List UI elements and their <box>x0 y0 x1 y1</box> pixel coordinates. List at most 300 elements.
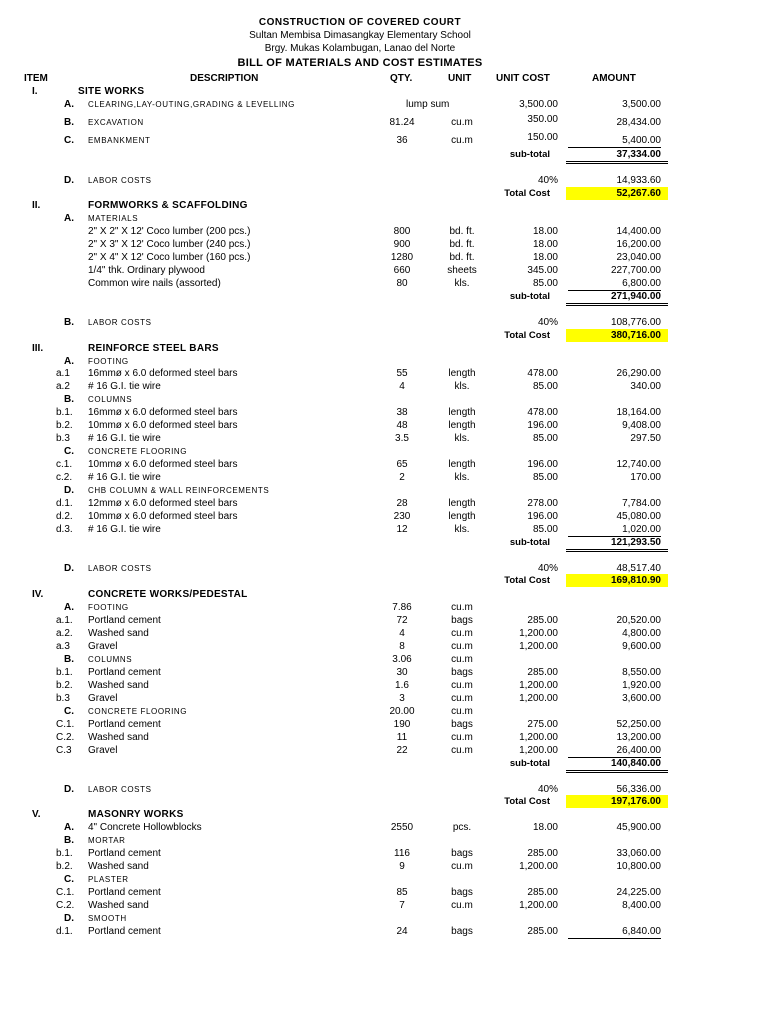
item-amount: 297.50 <box>630 433 661 444</box>
total-value: 197,176.00 <box>566 795 668 808</box>
item-amount: 48,517.40 <box>568 562 661 576</box>
item-unit-cost: 1,200.00 <box>519 680 558 691</box>
item-description: CONCRETE FLOORING <box>88 447 188 456</box>
item-unit-cost: 85.00 <box>532 472 558 483</box>
item-id: a.2. <box>56 628 73 639</box>
item-amount: 9,408.00 <box>622 420 661 431</box>
total-label: Total Cost <box>504 188 550 199</box>
total-label: Total Cost <box>504 330 550 341</box>
item-unit: bags <box>451 615 473 626</box>
item-description: PLASTER <box>88 875 129 884</box>
item-amount: 3,600.00 <box>622 693 661 704</box>
table-row <box>0 873 768 886</box>
item-unit-cost: 196.00 <box>527 511 558 522</box>
item-unit: cu.m <box>451 628 473 639</box>
table-row <box>0 406 768 419</box>
school-name: Sultan Membisa Dimasangkay Elementary School <box>249 30 471 41</box>
item-description: LABOR COSTS <box>88 318 152 327</box>
item-amount: 108,776.00 <box>568 316 661 330</box>
item-description: # 16 G.I. tie wire <box>88 524 161 535</box>
column-header-qty: QTY. <box>390 73 413 84</box>
item-id: b.3 <box>56 433 70 444</box>
item-qty: 85 <box>396 887 408 898</box>
item-description: 16mmø x 6.0 deformed steel bars <box>88 407 238 418</box>
subtotal-value: 271,940.00 <box>566 290 668 306</box>
subtotal-row <box>0 290 768 303</box>
subtotal-row <box>0 148 768 161</box>
table-row <box>0 925 768 938</box>
item-id: d.2. <box>56 511 73 522</box>
section-number: IV. <box>32 589 44 600</box>
labor-row <box>0 316 768 329</box>
item-amount: 340.00 <box>630 381 661 392</box>
table-row <box>0 821 768 834</box>
item-qty: 7.86 <box>392 602 412 613</box>
item-id: a.3 <box>56 641 70 652</box>
item-unit: sheets <box>447 265 477 276</box>
item-amount: 5,400.00 <box>568 134 661 148</box>
item-qty: 116 <box>394 848 410 859</box>
item-unit: bags <box>451 667 473 678</box>
item-unit-cost: 85.00 <box>532 524 558 535</box>
table-row <box>0 718 768 731</box>
total-row <box>0 574 768 587</box>
item-description: Washed sand <box>88 732 149 743</box>
item-id: A. <box>64 602 74 613</box>
item-id: d.3. <box>56 524 73 535</box>
item-qty: 9 <box>399 861 405 872</box>
item-id: b.2. <box>56 680 73 691</box>
item-id: A. <box>64 356 74 367</box>
subtotal-row <box>0 536 768 549</box>
item-description: Gravel <box>88 641 118 652</box>
item-id: C.2. <box>56 900 75 911</box>
item-amount: 1,920.00 <box>622 680 661 691</box>
item-id: C.1. <box>56 887 75 898</box>
labor-row <box>0 174 768 187</box>
item-description: Portland cement <box>88 848 161 859</box>
section-title: FORMWORKS & SCAFFOLDING <box>88 200 248 211</box>
item-amount: 52,250.00 <box>616 719 661 730</box>
item-amount: 14,933.60 <box>568 174 661 188</box>
item-amount: 20,520.00 <box>616 615 661 626</box>
item-unit: bags <box>451 887 473 898</box>
school-address: Brgy. Mukas Kolambugan, Lanao del Norte <box>264 43 456 54</box>
item-amount: 26,290.00 <box>616 368 661 379</box>
item-unit-cost: 196.00 <box>527 420 558 431</box>
table-row <box>0 510 768 523</box>
item-description: LABOR COSTS <box>88 176 152 185</box>
item-qty: 2550 <box>390 822 414 833</box>
item-id: a.1. <box>56 615 73 626</box>
item-amount: 26,400.00 <box>568 744 661 758</box>
total-row <box>0 795 768 808</box>
item-unit: length <box>448 511 476 522</box>
item-qty: 2 <box>399 472 405 483</box>
subtotal-row <box>0 757 768 770</box>
item-description: Portland cement <box>88 887 161 898</box>
item-qty: 80 <box>396 278 408 289</box>
table-row <box>0 899 768 912</box>
item-unit-cost: 150.00 <box>527 132 558 143</box>
item-unit-cost: 85.00 <box>532 278 558 289</box>
item-qty: 7 <box>399 900 405 911</box>
table-row <box>0 251 768 264</box>
item-id: b.1. <box>56 848 73 859</box>
column-header-description: DESCRIPTION <box>190 73 259 84</box>
item-unit: bd. ft. <box>449 226 475 237</box>
item-description: Washed sand <box>88 861 149 872</box>
item-unit: bags <box>451 719 473 730</box>
item-id: D. <box>64 485 74 496</box>
item-qty: 900 <box>393 239 411 250</box>
table-row <box>0 264 768 277</box>
table-row <box>0 367 768 380</box>
item-id: B. <box>64 654 74 665</box>
item-id: b.2. <box>56 420 73 431</box>
table-row <box>0 834 768 847</box>
item-unit-cost: 285.00 <box>527 848 558 859</box>
labor-percent: 40% <box>537 175 558 186</box>
item-amount: 170.00 <box>630 472 661 483</box>
table-row <box>0 653 768 666</box>
item-qty: 36 <box>396 135 408 146</box>
subtotal-label: sub-total <box>509 291 550 302</box>
item-id: a.2 <box>56 381 70 392</box>
item-qty: 65 <box>396 459 408 470</box>
section-header <box>0 342 768 355</box>
item-id: C.3 <box>56 745 72 756</box>
table-row <box>0 458 768 471</box>
item-description: Portland cement <box>88 926 161 937</box>
item-description: Gravel <box>88 693 118 704</box>
item-amount: 13,200.00 <box>616 732 661 743</box>
item-unit: bags <box>451 848 473 859</box>
table-row <box>0 238 768 251</box>
item-unit-cost: 18.00 <box>532 226 558 237</box>
item-description: 2" X 3" X 12' Coco lumber (240 pcs.) <box>88 239 251 250</box>
total-value: 52,267.60 <box>566 187 668 200</box>
item-description: Washed sand <box>88 680 149 691</box>
item-amount: 28,434.00 <box>616 117 661 128</box>
item-id: C.2. <box>56 732 75 743</box>
table-row <box>0 134 768 147</box>
item-description: EXCAVATION <box>88 118 144 127</box>
item-qty: 4 <box>399 628 405 639</box>
item-qty: 81.24 <box>389 117 415 128</box>
section-number: I. <box>32 86 38 97</box>
item-id: d.1. <box>56 926 73 937</box>
table-row <box>0 640 768 653</box>
table-row <box>0 666 768 679</box>
item-qty: 48 <box>396 420 408 431</box>
item-description: 10mmø x 6.0 deformed steel bars <box>88 420 238 431</box>
subtotal-label: sub-total <box>509 149 550 160</box>
section-title: CONCRETE WORKS/PEDESTAL <box>88 589 248 600</box>
item-id: b.1. <box>56 667 73 678</box>
item-amount: 12,740.00 <box>616 459 661 470</box>
item-unit-cost: 478.00 <box>527 368 558 379</box>
table-row <box>0 497 768 510</box>
item-id: A. <box>64 213 74 224</box>
item-unit: cu.m <box>451 693 473 704</box>
item-unit: length <box>448 368 476 379</box>
item-qty: 3.06 <box>392 654 412 665</box>
item-description: MORTAR <box>88 836 126 845</box>
item-id: B. <box>64 117 74 128</box>
item-id: C.1. <box>56 719 75 730</box>
item-unit: cu.m <box>451 745 473 756</box>
item-qty: 190 <box>393 719 411 730</box>
item-unit-cost: 85.00 <box>532 381 558 392</box>
section-header <box>0 808 768 821</box>
item-description: LABOR COSTS <box>88 564 152 573</box>
item-unit: kls. <box>454 278 470 289</box>
item-unit: cu.m <box>451 641 473 652</box>
item-unit-cost: 1,200.00 <box>519 693 558 704</box>
table-row <box>0 847 768 860</box>
item-amount: 18,164.00 <box>616 407 661 418</box>
item-unit-cost: 18.00 <box>532 822 558 833</box>
item-description: CLEARING,LAY-OUTING,GRADING & LEVELLING <box>88 100 296 109</box>
document-title: CONSTRUCTION OF COVERED COURT <box>258 17 462 28</box>
labor-percent: 40% <box>537 784 558 795</box>
item-unit-cost: 196.00 <box>527 459 558 470</box>
item-unit: length <box>448 407 476 418</box>
item-unit: kls. <box>454 524 470 535</box>
item-unit-cost: 275.00 <box>527 719 558 730</box>
item-description: # 16 G.I. tie wire <box>88 433 161 444</box>
item-id: B. <box>64 394 74 405</box>
table-row <box>0 98 768 111</box>
section-number: II. <box>32 200 41 211</box>
item-qty: 12 <box>396 524 408 535</box>
item-unit-cost: 278.00 <box>527 498 558 509</box>
item-amount: 6,840.00 <box>568 925 661 939</box>
table-row <box>0 116 768 129</box>
item-id: D. <box>64 563 74 574</box>
table-row <box>0 277 768 290</box>
item-qty: 20.00 <box>389 706 415 717</box>
item-amount: 227,700.00 <box>610 265 661 276</box>
item-id: c.2. <box>56 472 73 483</box>
item-qty: 1280 <box>390 252 414 263</box>
item-amount: 10,800.00 <box>616 861 661 872</box>
table-row <box>0 225 768 238</box>
item-description: SMOOTH <box>88 914 127 923</box>
section-header <box>0 199 768 212</box>
section-title: REINFORCE STEEL BARS <box>88 343 219 354</box>
item-description: LABOR COSTS <box>88 785 152 794</box>
total-value: 169,810.90 <box>566 574 668 587</box>
item-id: b.2. <box>56 861 73 872</box>
document-subtitle: BILL OF MATERIALS AND COST ESTIMATES <box>237 57 483 69</box>
table-row <box>0 912 768 925</box>
item-qty: 1.6 <box>395 680 409 691</box>
item-amount: 33,060.00 <box>616 848 661 859</box>
item-description: FOOTING <box>88 603 129 612</box>
item-unit: bags <box>451 926 473 937</box>
total-value: 380,716.00 <box>566 329 668 342</box>
item-description: CHB COLUMN & WALL REINFORCEMENTS <box>88 486 270 495</box>
item-qty: 3.5 <box>395 433 409 444</box>
item-description: 12mmø x 6.0 deformed steel bars <box>88 498 238 509</box>
item-unit: lump sum <box>406 99 450 110</box>
item-description: Portland cement <box>88 667 161 678</box>
table-row <box>0 471 768 484</box>
item-description: # 16 G.I. tie wire <box>88 472 161 483</box>
item-qty: 4 <box>399 381 405 392</box>
item-qty: 72 <box>396 615 408 626</box>
item-id: B. <box>64 835 74 846</box>
item-unit: length <box>448 420 476 431</box>
item-unit-cost: 285.00 <box>527 926 558 937</box>
item-description: 10mmø x 6.0 deformed steel bars <box>88 459 238 470</box>
table-row <box>0 601 768 614</box>
item-qty: 3 <box>399 693 405 704</box>
item-id: b.1. <box>56 407 73 418</box>
labor-percent: 40% <box>537 563 558 574</box>
item-unit: cu.m <box>451 900 473 911</box>
column-header-row <box>0 72 768 85</box>
item-unit: kls. <box>454 381 470 392</box>
item-qty: 8 <box>399 641 405 652</box>
item-unit: cu.m <box>451 706 473 717</box>
total-label: Total Cost <box>504 575 550 586</box>
table-row <box>0 731 768 744</box>
item-description: Common wire nails (assorted) <box>88 278 221 289</box>
column-header-amount: AMOUNT <box>592 73 636 84</box>
table-row <box>0 860 768 873</box>
item-description: # 16 G.I. tie wire <box>88 381 161 392</box>
item-amount: 45,080.00 <box>616 511 661 522</box>
item-amount: 1,020.00 <box>568 523 661 537</box>
table-row <box>0 692 768 705</box>
item-unit-cost: 3,500.00 <box>519 99 558 110</box>
item-id: b.3 <box>56 693 70 704</box>
item-qty: 55 <box>396 368 408 379</box>
item-unit: cu.m <box>451 135 473 146</box>
item-id: D. <box>64 913 74 924</box>
item-id: A. <box>64 822 74 833</box>
item-unit-cost: 1,200.00 <box>519 641 558 652</box>
labor-percent: 40% <box>537 317 558 328</box>
item-description: Washed sand <box>88 900 149 911</box>
item-unit: length <box>448 459 476 470</box>
item-description: 2" X 2" X 12' Coco lumber (200 pcs.) <box>88 226 251 237</box>
item-id: C. <box>64 706 74 717</box>
item-description: EMBANKMENT <box>88 136 151 145</box>
item-unit-cost: 18.00 <box>532 239 558 250</box>
item-unit: kls. <box>454 433 470 444</box>
item-unit-cost: 1,200.00 <box>519 745 558 756</box>
item-amount: 23,040.00 <box>616 252 661 263</box>
item-unit: pcs. <box>452 822 472 833</box>
item-description: 16mmø x 6.0 deformed steel bars <box>88 368 238 379</box>
table-row <box>0 484 768 497</box>
item-amount: 14,400.00 <box>616 226 661 237</box>
section-header <box>0 85 768 98</box>
item-unit: cu.m <box>451 117 473 128</box>
item-description: COLUMNS <box>88 395 133 404</box>
column-header-item: ITEM <box>24 73 48 84</box>
item-id: B. <box>64 317 74 328</box>
item-id: c.1. <box>56 459 73 470</box>
item-description: Portland cement <box>88 719 161 730</box>
item-unit-cost: 1,200.00 <box>519 732 558 743</box>
item-unit-cost: 350.00 <box>527 114 558 125</box>
item-qty: 28 <box>396 498 408 509</box>
item-unit: cu.m <box>451 602 473 613</box>
item-qty: 22 <box>396 745 408 756</box>
item-qty: 24 <box>396 926 408 937</box>
table-row <box>0 705 768 718</box>
item-unit: bd. ft. <box>449 252 475 263</box>
item-description: MATERIALS <box>88 214 139 223</box>
section-title: MASONRY WORKS <box>88 809 184 820</box>
item-amount: 7,784.00 <box>622 498 661 509</box>
item-description: CONCRETE FLOORING <box>88 707 188 716</box>
item-qty: 11 <box>396 732 408 743</box>
table-row <box>0 886 768 899</box>
table-row <box>0 212 768 225</box>
item-unit: bd. ft. <box>449 239 475 250</box>
item-unit-cost: 1,200.00 <box>519 861 558 872</box>
item-amount: 24,225.00 <box>616 887 661 898</box>
item-unit: cu.m <box>451 732 473 743</box>
item-amount: 6,800.00 <box>568 277 661 291</box>
item-amount: 3,500.00 <box>622 99 661 110</box>
item-unit: cu.m <box>451 680 473 691</box>
item-id: A. <box>64 99 74 110</box>
item-unit-cost: 345.00 <box>527 265 558 276</box>
table-row <box>0 679 768 692</box>
item-description: 10mmø x 6.0 deformed steel bars <box>88 511 238 522</box>
item-unit-cost: 85.00 <box>532 433 558 444</box>
table-row <box>0 432 768 445</box>
item-id: C. <box>64 874 74 885</box>
section-header <box>0 588 768 601</box>
item-qty: 30 <box>396 667 408 678</box>
item-amount: 8,400.00 <box>622 900 661 911</box>
table-row <box>0 627 768 640</box>
subtotal-value: 121,293.50 <box>566 536 668 552</box>
item-id: C. <box>64 135 74 146</box>
item-unit: kls. <box>454 472 470 483</box>
section-number: III. <box>32 343 44 354</box>
item-id: d.1. <box>56 498 73 509</box>
total-row <box>0 329 768 342</box>
item-unit-cost: 18.00 <box>532 252 558 263</box>
item-description: 2" X 4" X 12' Coco lumber (160 pcs.) <box>88 252 251 263</box>
item-description: COLUMNS <box>88 655 133 664</box>
item-id: D. <box>64 784 74 795</box>
item-unit: cu.m <box>451 654 473 665</box>
item-amount: 8,550.00 <box>622 667 661 678</box>
table-row <box>0 393 768 406</box>
item-amount: 4,800.00 <box>622 628 661 639</box>
table-row <box>0 523 768 536</box>
subtotal-value: 37,334.00 <box>566 148 668 164</box>
item-qty: 660 <box>393 265 411 276</box>
subtotal-label: sub-total <box>509 758 550 769</box>
subtotal-label: sub-total <box>509 537 550 548</box>
item-unit-cost: 285.00 <box>527 667 558 678</box>
item-description: Gravel <box>88 745 118 756</box>
total-label: Total Cost <box>504 796 550 807</box>
item-id: C. <box>64 446 74 457</box>
item-unit: length <box>448 498 476 509</box>
